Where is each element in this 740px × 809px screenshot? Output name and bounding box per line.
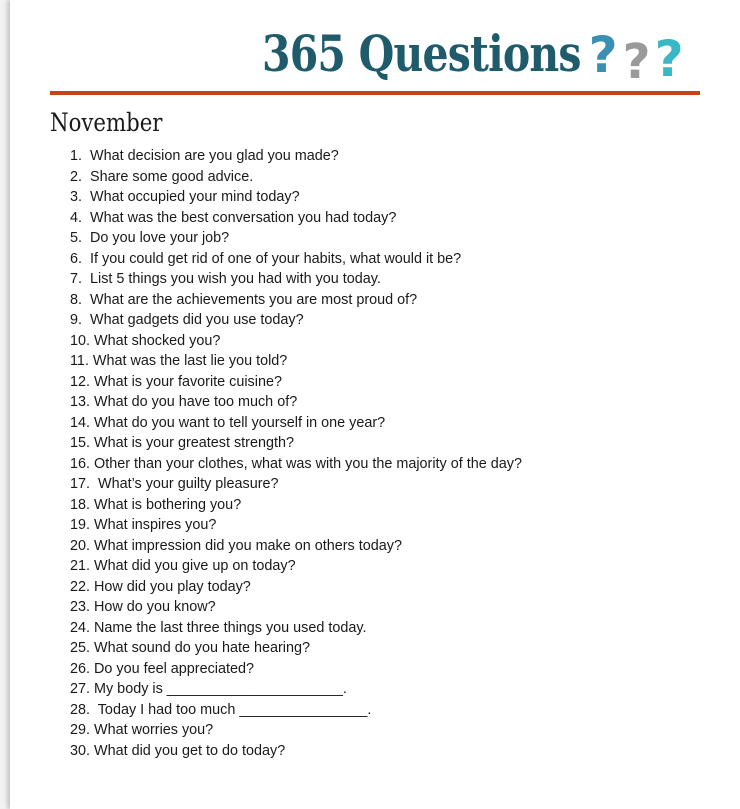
question-item: 19. What inspires you?: [70, 517, 217, 533]
question-item: 29. What worries you?: [70, 722, 214, 738]
question-item: 23. How do you know?: [70, 599, 216, 615]
question-item: 20. What impression did you make on others today?: [70, 537, 402, 554]
question-item: 14. What do you want to tell yourself in one year?: [70, 414, 386, 431]
page-title: 365 Questions: [262, 24, 581, 83]
month-heading: November: [50, 108, 163, 137]
question-item: 3. What occupied your mind today?: [70, 189, 300, 205]
question-item: 28. Today I had too much ________________.: [70, 701, 372, 718]
question-item: 12. What is your favorite cuisine?: [70, 373, 282, 390]
question-item: 26. Do you feel appreciated?: [70, 660, 255, 677]
question-item: 1. What decision are you glad you made?: [70, 148, 339, 164]
question-item: 22. How did you play today?: [70, 578, 251, 595]
question-item: 13. What do you have too much of?: [70, 394, 298, 410]
question-item: 24. Name the last three things you used today.: [70, 619, 367, 636]
question-item: 21. What did you give up on today?: [70, 558, 296, 574]
page-header: [10, 0, 740, 110]
question-item: 15. What is your greatest strength?: [70, 435, 294, 451]
header-divider: [50, 91, 700, 95]
question-item: 6. If you could get rid of one of your habits, what would it be?: [70, 250, 462, 267]
question-item: 10. What shocked you?: [70, 332, 221, 349]
question-item: 11. What was the last lie you told?: [70, 353, 288, 369]
question-item: 16. Other than your clothes, what was with you the majority of the day?: [70, 455, 522, 472]
question-item: 25. What sound do you hate hearing?: [70, 640, 311, 656]
question-item: 27. My body is ______________________.: [70, 681, 347, 697]
question-list: [70, 146, 522, 761]
question-item: 9. What gadgets did you use today?: [70, 312, 304, 328]
question-item: 17. What’s your guilty pleasure?: [70, 476, 279, 492]
question-item: 7. List 5 things you wish you had with you today.: [70, 271, 381, 287]
question-item: 5. Do you love your job?: [70, 230, 230, 246]
question-item: 2. Share some good advice.: [70, 168, 254, 185]
question-mark-icon: ?: [588, 26, 618, 84]
document-page: [10, 0, 740, 809]
question-item: 18. What is bothering you?: [70, 496, 242, 513]
question-mark-icon: ?: [622, 34, 651, 90]
question-item: 30. What did you get to do today?: [70, 742, 286, 759]
question-item: 4. What was the best conversation you had today?: [70, 209, 397, 226]
question-mark-icon: ?: [654, 30, 684, 88]
question-item: 8. What are the achievements you are most proud of?: [70, 291, 418, 308]
